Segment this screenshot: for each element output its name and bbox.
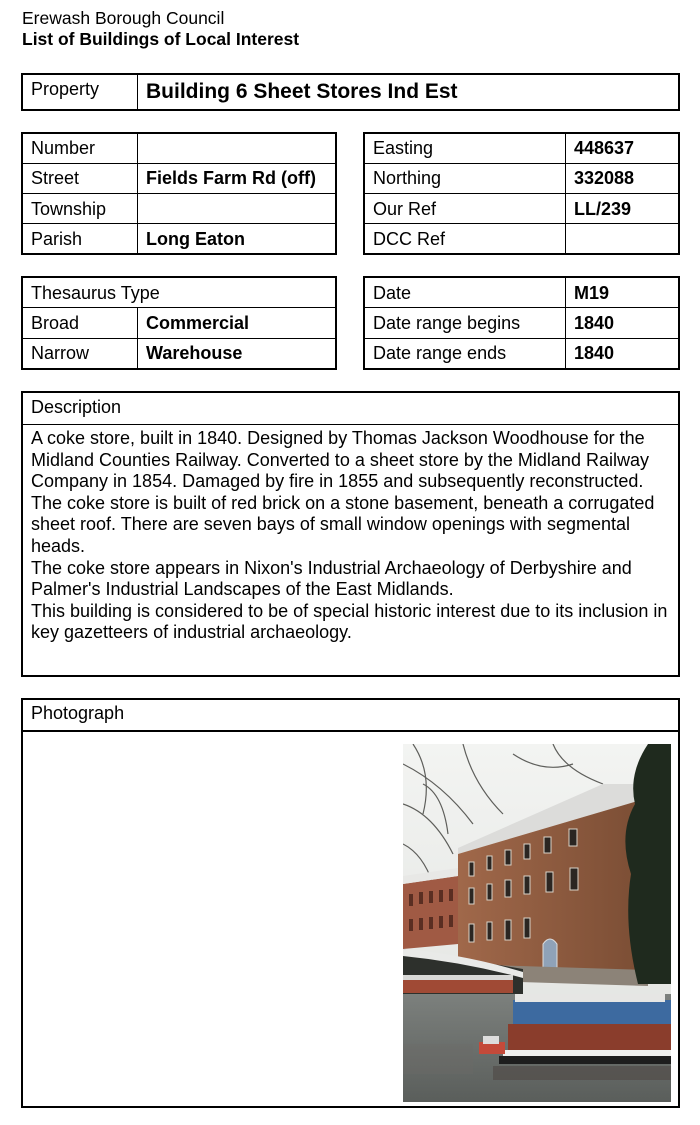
table-row (365, 193, 678, 223)
number-label: Number (23, 134, 138, 163)
building-photo (403, 744, 671, 1102)
street-value: Fields Farm Rd (off) (138, 163, 336, 193)
date-label: Date (365, 278, 566, 308)
list-title: List of Buildings of Local Interest (22, 29, 300, 49)
table-row (365, 338, 678, 368)
table-row (23, 193, 335, 223)
parish-value: Long Eaton (138, 224, 336, 253)
our-ref-label: Our Ref (365, 193, 566, 223)
table-row (23, 224, 335, 253)
township-label: Township (23, 193, 138, 223)
our-ref-value: LL/239 (566, 193, 679, 223)
description-heading: Description (23, 393, 678, 425)
date-ends-label: Date range ends (365, 338, 566, 368)
dcc-ref-value (566, 224, 679, 253)
description-paragraph: The coke store appears in Nixon's Industrial Archaeology of Derbyshire and Palmer's Industrial Landscapes of the East Midlands. (31, 557, 632, 600)
table-row (23, 278, 335, 308)
location-table (21, 132, 337, 255)
easting-label: Easting (365, 134, 566, 163)
dcc-ref-label: DCC Ref (365, 224, 566, 253)
property-value: Building 6 Sheet Stores Ind Est (138, 75, 679, 109)
northing-label: Northing (365, 163, 566, 193)
date-value: M19 (566, 278, 679, 308)
table-row (365, 163, 678, 193)
council-name: Erewash Borough Council (22, 8, 225, 28)
date-begins-value: 1840 (566, 308, 679, 338)
date-begins-label: Date range begins (365, 308, 566, 338)
narrow-value: Warehouse (138, 338, 336, 368)
description-paragraph: This building is considered to be of special historic interest due to its inclusion in key gazetteers of industrial archaeology. (31, 600, 668, 643)
table-row (365, 134, 678, 163)
dates-table (363, 276, 680, 370)
table-row (365, 278, 678, 308)
date-ends-value: 1840 (566, 338, 679, 368)
photograph-heading: Photograph (23, 700, 678, 732)
table-row (23, 163, 335, 193)
narrow-label: Narrow (23, 338, 138, 368)
table-row (365, 308, 678, 338)
township-value (138, 193, 336, 223)
broad-value: Commercial (138, 308, 336, 338)
description-paragraph: The coke store is built of red brick on a stone basement, beneath a corrugated sheet roof. There are seven bays of small window openings with segmental heads. (31, 492, 655, 556)
property-label: Property (23, 75, 138, 109)
grid-reference-table (363, 132, 680, 255)
northing-value: 332088 (566, 163, 679, 193)
table-row (23, 134, 335, 163)
table-row (23, 308, 335, 338)
photograph-section (21, 698, 680, 1108)
street-label: Street (23, 163, 138, 193)
thesaurus-table (21, 276, 337, 370)
broad-label: Broad (23, 308, 138, 338)
property-table (21, 73, 680, 111)
number-value (138, 134, 336, 163)
description-body (23, 425, 678, 644)
thesaurus-title: Thesaurus Type (23, 278, 335, 308)
easting-value: 448637 (566, 134, 679, 163)
description-paragraph: A coke store, built in 1840. Designed by Thomas Jackson Woodhouse for the Midland Counties Railway. Converted to a sheet store by the Midland Railway Company in 1854. Damaged by fire in 1855 and subsequently reconstructed. (31, 428, 649, 492)
parish-label: Parish (23, 224, 138, 253)
description-section (21, 391, 680, 677)
table-row (23, 338, 335, 368)
table-row (365, 224, 678, 253)
